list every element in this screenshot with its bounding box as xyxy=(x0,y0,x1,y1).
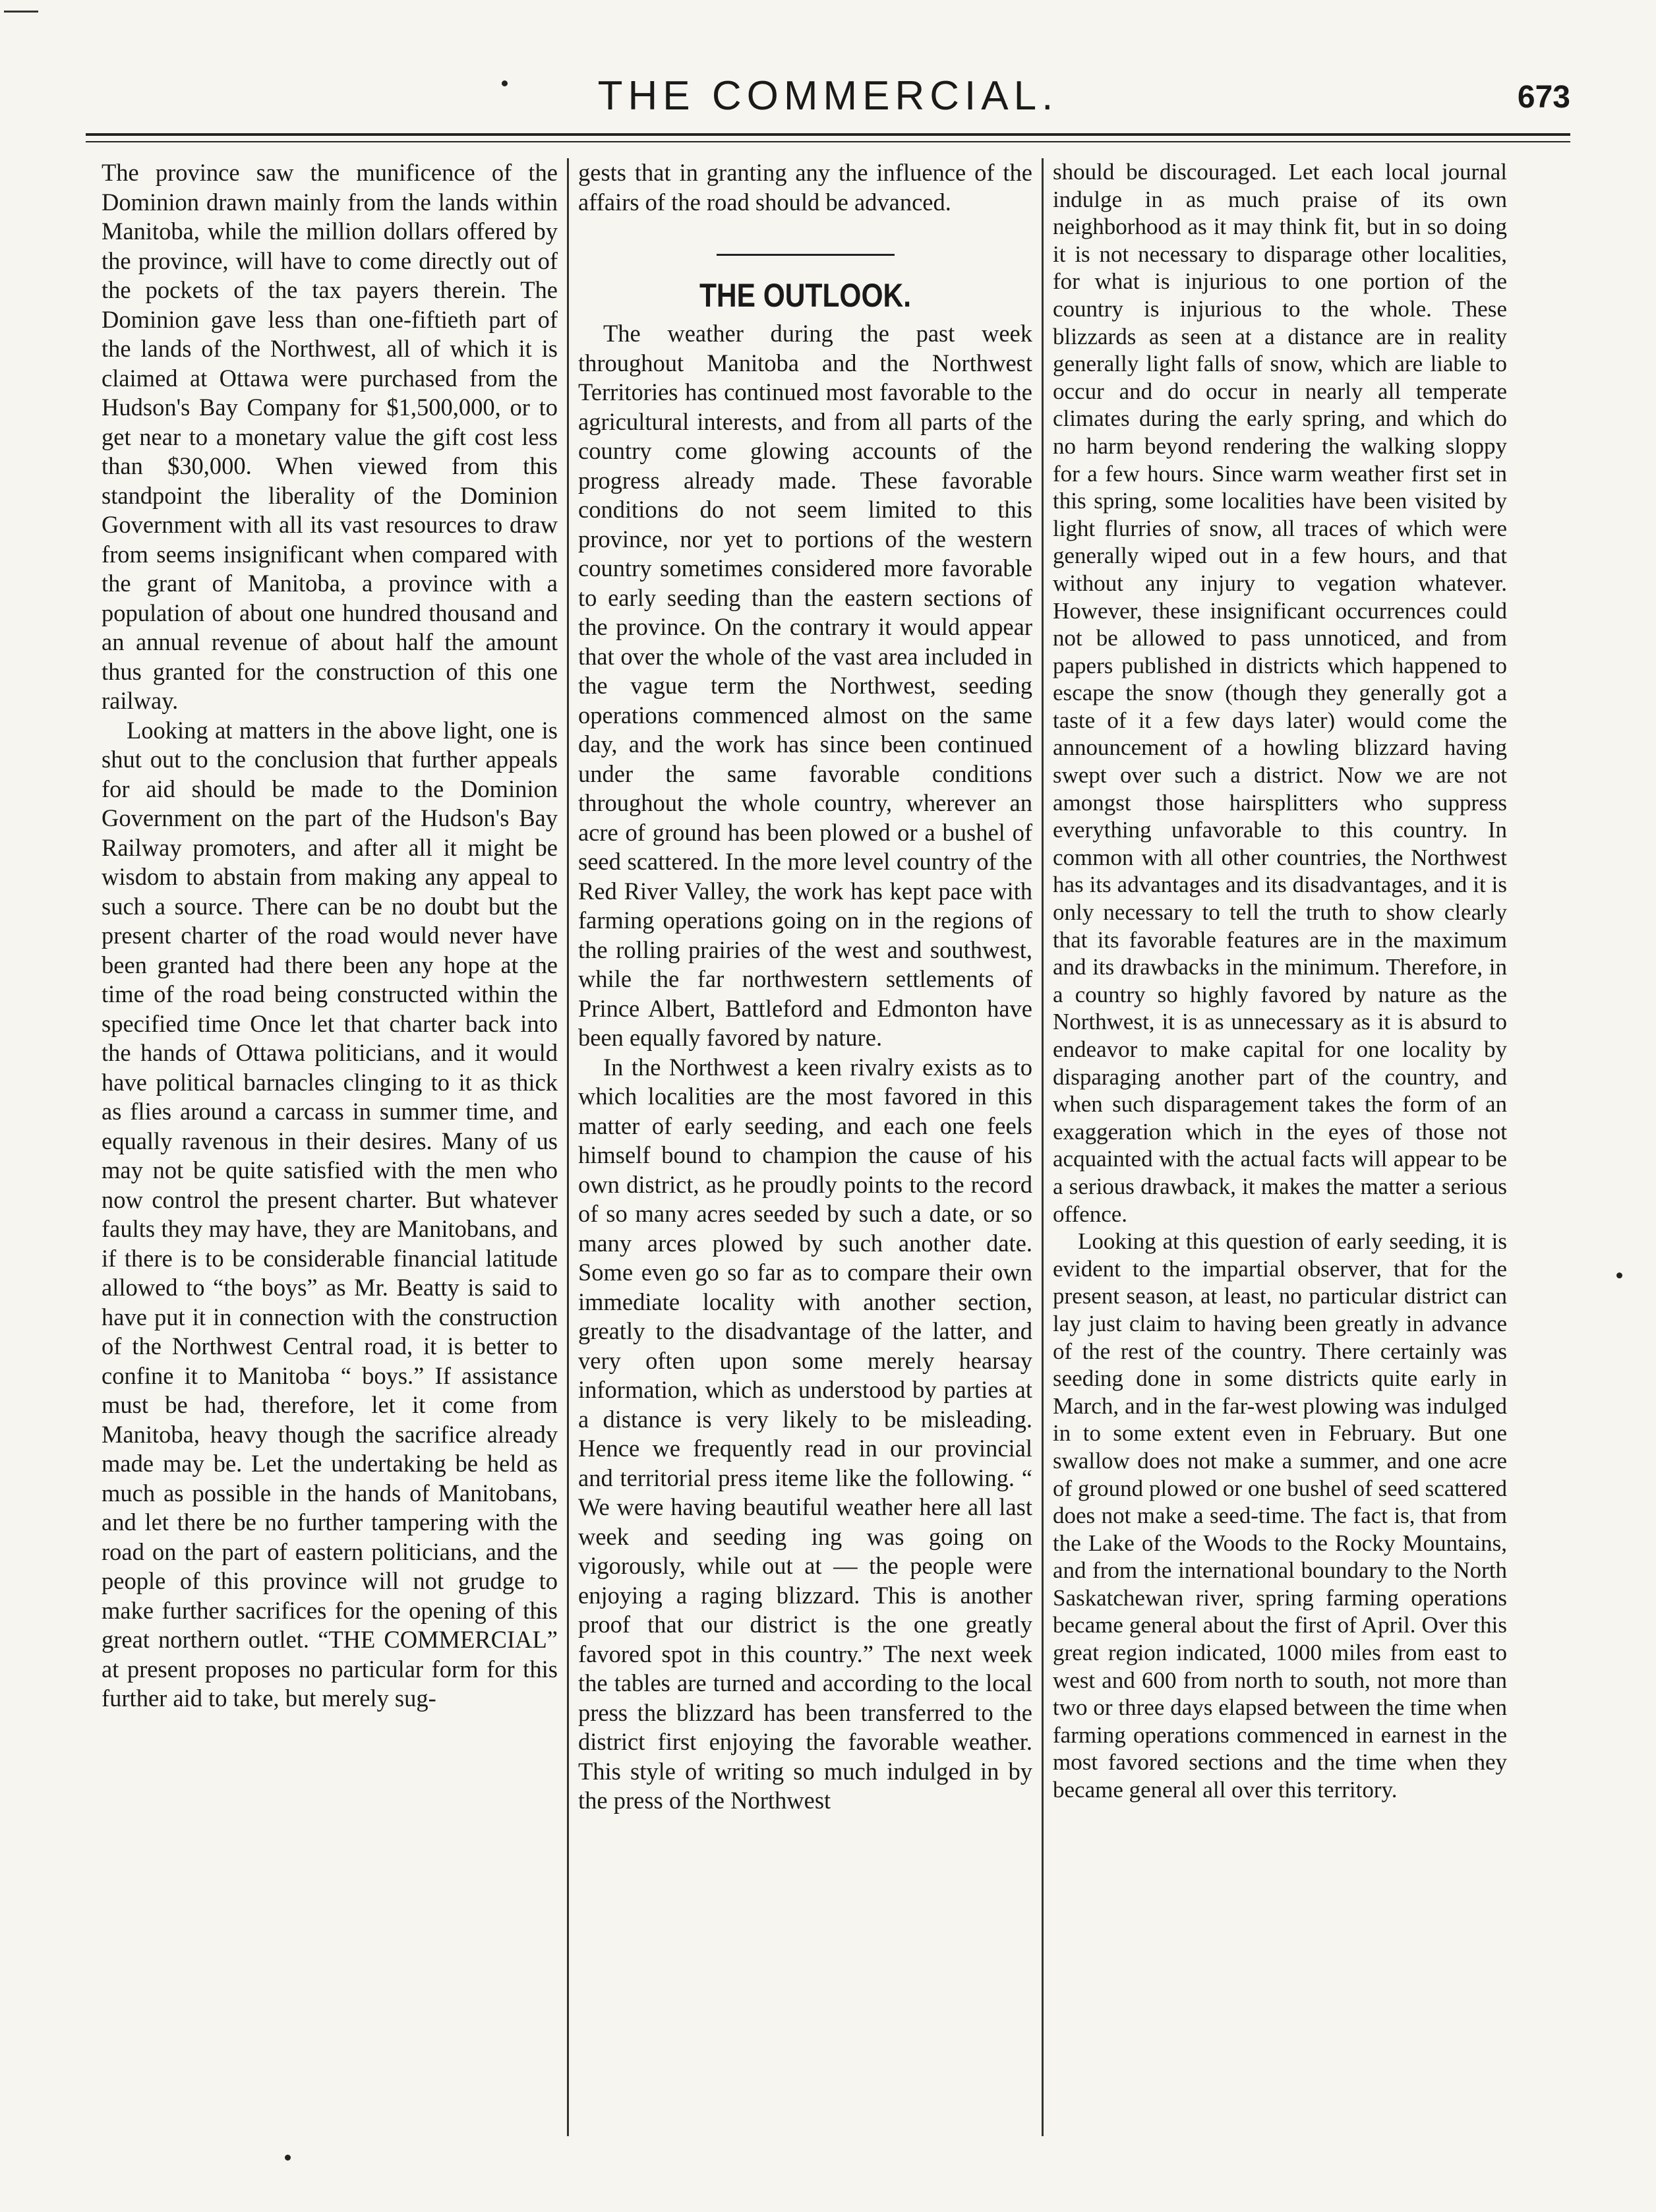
ink-dot xyxy=(1616,1272,1622,1278)
column-2 xyxy=(567,158,1042,2136)
article-columns xyxy=(92,158,1556,2136)
section-heading: THE OUTLOOK. xyxy=(699,277,912,314)
paragraph: The province saw the munificence of the Dominion drawn mainly from the lands within Manitoba, while the million dollars offered by the province, will have to come directly out of the pockets of the tax payers therein. The Dominion gave less than one-fiftieth part of the lands of the Northwest, all of which it is claimed at Ottawa were purchased from the Hudson's Bay Company for $1,500,000, or to get near to a monetary value the gift cost less than $30,000. When viewed from this standpoint the liberality of the Dominion Government with all its vast resources to draw from seems insignificant when compared with the grant of Manitoba, a province with a population of about one hundred thousand and an annual revenue of about half the amount thus granted for the construction of this one railway. xyxy=(102,159,558,714)
column-3 xyxy=(1042,158,1516,2136)
column-1 xyxy=(92,158,567,2136)
paragraph: In the Northwest a keen rivalry exists as to which localities are the most favored in this matter of early seeding, and each one feels himself bound to champion the cause of his own district, as he proudly points to the record of so many acres seeded by such a date, or so many arces plowed by such another date. Some even go so far as to compare their own immediate locality with another section, greatly to the disadvantage of the latter, and very often upon some merely hearsay information, which as understood by parties at a distance is very likely to be misleading. Hence we frequently read in our provincial and territorial press iteme like the following. “ We were having beautiful weather here all last week and seeding ing was going on vigorously, while out at — the people were enjoying a raging blizzard. This is another proof that our district is the one greatly favored spot in this country.” The next week the tables are turned and according to the local press the blizzard has been transferred to the district first enjoying the favorable weather. This style of writing so much indulged in by the press of the Northwest xyxy=(578,1053,1032,1814)
paragraph: The weather during the past week throughout Manitoba and the Northwest Territories has continued most favorable to the agricultural interests, and from all parts of the country come glowing accounts of the progress already made. These favorable conditions do not seem limited to this province, nor yet to portions of the western country sometimes considered more favorable to early seeding than the eastern sections of the province. On the contrary it would appear that over the whole of the vast area included in the vague term the Northwest, seeding operations commenced almost on the same day, and the work has since been continued under the same favorable conditions throughout the whole country, wherever an acre of ground has been plowed or a bushel of seed scattered. In the more level country of the Red River Valley, the work has kept pace with farming operations going on in the regions of the rolling prairies of the west and southwest, while the far northwestern settlements of Prince Albert, Battleford and Edmonton have been equally favored by nature. xyxy=(578,320,1032,1051)
corner-mark xyxy=(4,11,38,13)
paragraph: Looking at matters in the above light, one is shut out to the conclusion that further appeals for aid should be made to the Dominion Government on the part of the Hudson's Bay Railway promoters, and after all it might be wisdom to abstain from making any appeal to such a source. There can be no doubt but the present charter of the road would never have been granted had there been any hope at the time of the road being constructed within the specified time Once let that charter back into the hands of Ottawa politicians, and it would have political barnacles clinging to it as thick as flies around a carcass in summer time, and equally ravenous in their desires. Many of us may not be quite satisfied with the men who now control the present charter. But whatever faults they may have, they are Manitobans, and if there is to be considerable financial latitude allowed to “the boys” as Mr. Beatty is said to have put it in connection with the construction of the Northwest Central road, it is better to confine it to Manitoba “ boys.” If assistance must be had, therefore, let it come from Manitoba, heavy though the sacrifice already made may be. Let the undertaking be held as much as possible in the hands of Manitobans, and let there be no further tampering with the road on the part of eastern politicians, and the people of this province will not grudge to make further sacrifices for the opening of this great northern outlet. “THE COMMERCIAL” at present proposes no particular form for this further aid to take, but merely sug- xyxy=(102,716,558,1712)
paragraph: gests that in granting any the influence of the affairs of the road should be advanced. xyxy=(578,159,1032,216)
publication-title: THE COMMERCIAL. xyxy=(597,73,1059,119)
page-header xyxy=(86,73,1570,132)
section-divider xyxy=(717,254,895,256)
page-number: 673 xyxy=(1517,80,1570,115)
paragraph: Looking at this question of early seeding, it is evident to the impartial observer, that for the present season, at least, no particular district can lay just claim to having been greatly in advance of the rest of the country. There certainly was seeding done in some districts quite early in March, and in the far-west plowing was indulged in to some extent even in February. But one swallow does not make a summer, and one acre of ground plowed or one bushel of seed scattered does not make a seed-time. The fact is, that from the Lake of the Woods to the Rocky Mountains, and from the international boundary to the North Saskatchewan river, spring farming operations became general about the first of April. Over this great region indicated, 1000 miles from east to west and 600 from north to south, not more than two or three days elapsed between the time when farming operations commenced in earnest in the most favored sections and the time when they became general all over this territory. xyxy=(1053,1228,1507,1803)
ink-dot xyxy=(285,2155,291,2161)
header-rule-thin xyxy=(86,141,1570,142)
header-rule xyxy=(86,133,1570,136)
paragraph: should be discouraged. Let each local journal indulge in as much praise of its own neighborhood as it may think fit, but in so doing it is not necessary to disparage other localities, for what is injurious to one portion of the country is injurious to the whole. These blizzards as seen at a distance are in reality generally light falls of snow, which are liable to occur and do occur in nearly all temperate climates during the early spring, and which do no harm beyond rendering the walking sloppy for a few hours. Since warm weather first set in this spring, some localities have been visited by light flurries of snow, all traces of which were generally wiped out in a few hours, and that without any injury to vegation whatever. However, these insignificant occurrences could not be allowed to pass unnoticed, and from papers published in districts which happened to escape the snow (though they generally got a taste of it a few days later) would come the announcement of a howling blizzard having swept over such a district. Now we are not amongst those hairsplitters who suppress everything unfavorable to this country. In common with all other countries, the Northwest has its advantages and its disadvantages, and it is only necessary to tell the truth to show clearly that its favorable features are in the maximum and its drawbacks in the minimum. Therefore, in a country so highly favored by nature as the Northwest, it is as unnecessary as it is absurd to endeavor to make capital for one locality by disparaging another part of the country, and when such disparagement takes the form of an exaggeration which in the eyes of those not acquainted with the actual facts will appear to be a serious drawback, it makes the matter a serious offence. xyxy=(1053,159,1507,1227)
